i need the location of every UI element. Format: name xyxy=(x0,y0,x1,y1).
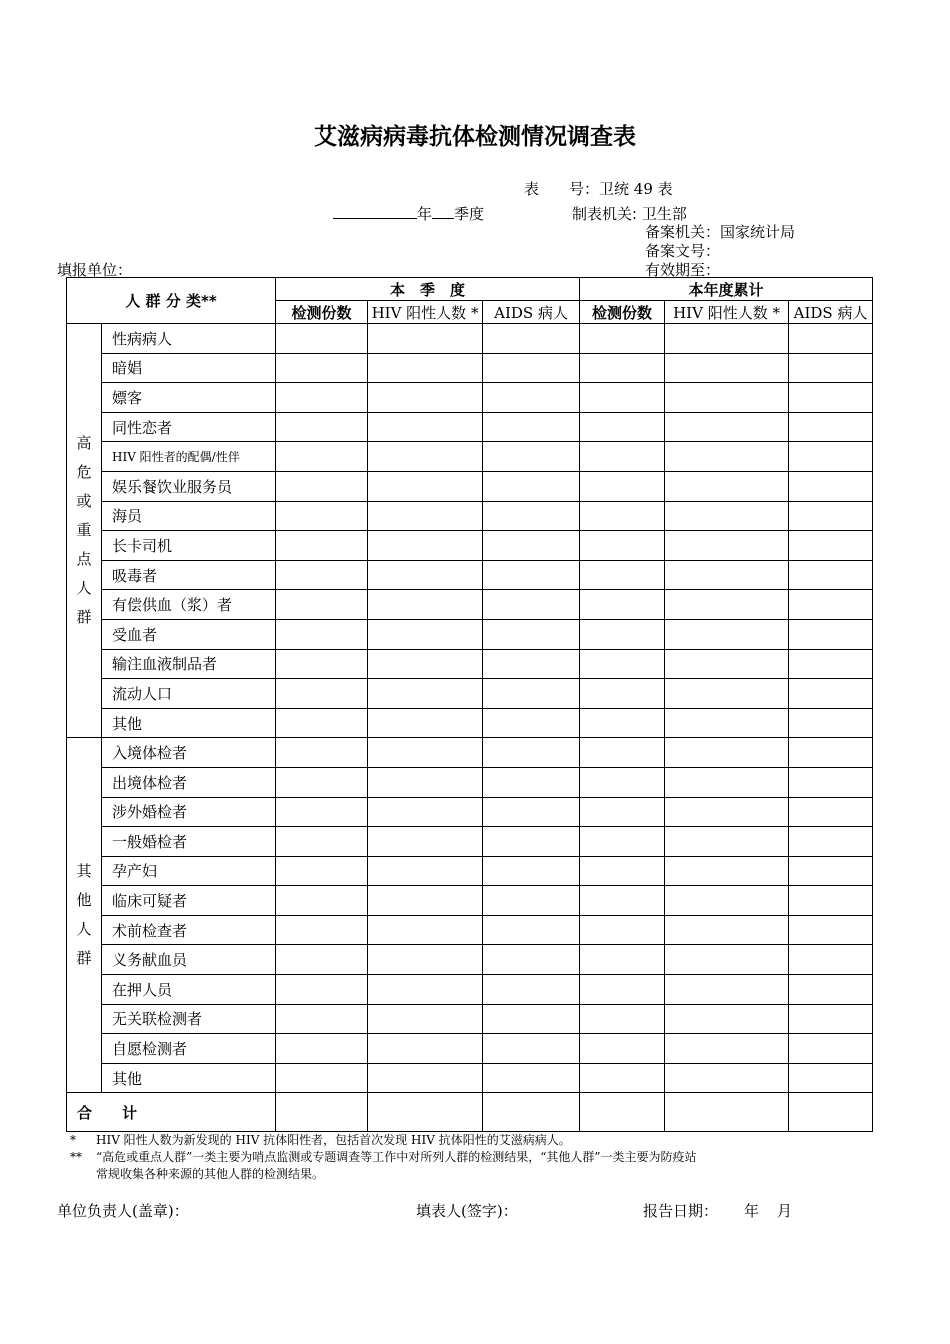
data-cell[interactable] xyxy=(483,738,580,768)
data-cell[interactable] xyxy=(580,619,665,649)
data-cell[interactable] xyxy=(665,827,789,857)
row-label: 入境体检者 xyxy=(102,738,276,768)
data-cell[interactable] xyxy=(368,827,483,857)
row-label: 在押人员 xyxy=(102,975,276,1005)
table-row xyxy=(67,679,873,709)
table-row xyxy=(67,324,873,354)
data-cell[interactable] xyxy=(665,590,789,620)
data-cell[interactable] xyxy=(580,590,665,620)
data-cell[interactable] xyxy=(368,975,483,1005)
data-cell[interactable] xyxy=(789,827,873,857)
data-cell[interactable] xyxy=(483,915,580,945)
data-cell[interactable] xyxy=(665,412,789,442)
data-cell[interactable] xyxy=(368,590,483,620)
group-label-other-char: 人 xyxy=(76,920,92,939)
table-row xyxy=(67,945,873,975)
data-cell[interactable] xyxy=(789,975,873,1005)
table-row xyxy=(67,856,873,886)
data-cell[interactable] xyxy=(665,708,789,738)
form-number xyxy=(524,178,673,199)
table-row xyxy=(67,442,873,472)
data-cell[interactable] xyxy=(483,501,580,531)
row-label: 海员 xyxy=(102,501,276,531)
row-label: 临床可疑者 xyxy=(102,886,276,916)
total-cell[interactable] xyxy=(789,1093,873,1132)
data-cell[interactable] xyxy=(276,856,368,886)
data-cell[interactable] xyxy=(789,412,873,442)
table-row xyxy=(67,886,873,916)
data-cell[interactable] xyxy=(665,1004,789,1034)
data-cell[interactable] xyxy=(368,383,483,413)
data-cell[interactable] xyxy=(368,471,483,501)
data-cell[interactable] xyxy=(580,1063,665,1093)
row-label: 其他 xyxy=(102,708,276,738)
data-cell[interactable] xyxy=(368,945,483,975)
sub-header-test-count: 检测份数 xyxy=(276,301,368,324)
data-cell[interactable] xyxy=(789,856,873,886)
data-cell[interactable] xyxy=(276,442,368,472)
data-cell[interactable] xyxy=(665,383,789,413)
table-row xyxy=(67,383,873,413)
table-row xyxy=(67,1034,873,1064)
data-cell[interactable] xyxy=(276,945,368,975)
row-label: 其他 xyxy=(102,1063,276,1093)
data-cell[interactable] xyxy=(483,1034,580,1064)
report-date-field xyxy=(643,1200,792,1221)
data-cell[interactable] xyxy=(665,619,789,649)
data-cell[interactable] xyxy=(580,383,665,413)
data-cell[interactable] xyxy=(276,619,368,649)
data-cell[interactable] xyxy=(483,383,580,413)
form-number-value: 卫统 49 表 xyxy=(599,180,673,198)
data-cell[interactable] xyxy=(580,856,665,886)
data-cell[interactable] xyxy=(483,708,580,738)
data-cell[interactable] xyxy=(580,531,665,561)
data-cell[interactable] xyxy=(789,915,873,945)
data-cell[interactable] xyxy=(665,886,789,916)
row-label: 出境体检者 xyxy=(102,767,276,797)
data-cell[interactable] xyxy=(368,797,483,827)
row-label: 娱乐餐饮业服务员 xyxy=(102,471,276,501)
data-cell[interactable] xyxy=(665,1063,789,1093)
data-cell[interactable] xyxy=(665,738,789,768)
data-cell[interactable] xyxy=(665,560,789,590)
note-2-text: “高危或重点人群”一类主要为哨点监测或专题调查等工作中对所列人群的检测结果，“其他人群”一类主要为防疫站 xyxy=(96,1150,697,1164)
table-row xyxy=(67,471,873,501)
total-cell[interactable] xyxy=(483,1093,580,1132)
data-cell[interactable] xyxy=(483,945,580,975)
data-cell[interactable] xyxy=(368,1004,483,1034)
header-row-1 xyxy=(67,278,873,301)
data-cell[interactable] xyxy=(665,856,789,886)
data-cell[interactable] xyxy=(276,383,368,413)
unit-head-field: 单位负责人(盖章)： xyxy=(57,1202,189,1220)
table-row xyxy=(67,412,873,442)
data-cell[interactable] xyxy=(789,353,873,383)
sub-header-hiv-positive: HIV 阳性人数 * xyxy=(368,301,483,324)
table-row xyxy=(67,590,873,620)
data-cell[interactable] xyxy=(789,738,873,768)
data-cell[interactable] xyxy=(580,1004,665,1034)
table-row xyxy=(67,531,873,561)
row-label: 术前检查者 xyxy=(102,915,276,945)
filing-number: 备案文号： xyxy=(645,242,721,260)
row-label: 一般婚检者 xyxy=(102,827,276,857)
group-label-high-risk-char: 人 xyxy=(76,579,92,598)
data-cell[interactable] xyxy=(665,471,789,501)
data-cell[interactable] xyxy=(276,975,368,1005)
table-row xyxy=(67,708,873,738)
data-cell[interactable] xyxy=(580,501,665,531)
period-line xyxy=(333,203,484,224)
data-cell[interactable] xyxy=(368,501,483,531)
data-cell[interactable] xyxy=(789,945,873,975)
data-cell[interactable] xyxy=(580,412,665,442)
quarter-header: 本 季 度 xyxy=(276,278,580,301)
data-cell[interactable] xyxy=(483,649,580,679)
sub-header-hiv-positive-annual: HIV 阳性人数 * xyxy=(665,301,789,324)
total-label: 合 计 xyxy=(67,1093,276,1132)
report-date-year: 年 xyxy=(744,1202,760,1220)
group-label-other-char: 群 xyxy=(76,949,92,968)
row-label: 长卡司机 xyxy=(102,531,276,561)
form-number-label: 表 号： xyxy=(524,180,600,198)
data-cell[interactable] xyxy=(665,531,789,561)
annual-header: 本年度累计 xyxy=(580,278,873,301)
year-blank xyxy=(333,204,417,219)
group-label-high-risk-char: 危 xyxy=(76,463,92,482)
data-cell[interactable] xyxy=(368,886,483,916)
data-cell[interactable] xyxy=(276,767,368,797)
table-row xyxy=(67,1004,873,1034)
data-cell[interactable] xyxy=(665,767,789,797)
row-label: 自愿检测者 xyxy=(102,1034,276,1064)
note-2 xyxy=(70,1148,697,1165)
data-cell[interactable] xyxy=(789,767,873,797)
table-row xyxy=(67,649,873,679)
table-row xyxy=(67,1063,873,1093)
data-cell[interactable] xyxy=(276,590,368,620)
filler-field: 填表人(签字)： xyxy=(416,1202,518,1220)
data-cell[interactable] xyxy=(789,531,873,561)
row-label: HIV 阳性者的配偶/性伴 xyxy=(102,442,276,472)
data-cell[interactable] xyxy=(276,649,368,679)
data-cell[interactable] xyxy=(483,856,580,886)
data-cell[interactable] xyxy=(665,353,789,383)
table-row xyxy=(67,975,873,1005)
group-label-other-char: 其 xyxy=(76,862,92,881)
issuer-value: 卫生部 xyxy=(641,205,687,223)
data-cell[interactable] xyxy=(276,1004,368,1034)
data-cell[interactable] xyxy=(368,679,483,709)
row-label: 涉外婚检者 xyxy=(102,797,276,827)
data-cell[interactable] xyxy=(276,501,368,531)
valid-until: 有效期至： xyxy=(645,261,721,279)
row-label: 流动人口 xyxy=(102,679,276,709)
data-cell[interactable] xyxy=(483,560,580,590)
data-cell[interactable] xyxy=(789,649,873,679)
data-cell[interactable] xyxy=(580,797,665,827)
table-row xyxy=(67,738,873,768)
total-cell[interactable] xyxy=(580,1093,665,1132)
table-body xyxy=(67,278,873,1132)
group-label-high-risk-char: 重 xyxy=(76,521,92,540)
data-cell[interactable] xyxy=(276,915,368,945)
data-cell[interactable] xyxy=(276,353,368,383)
group-label-high-risk-char: 群 xyxy=(76,608,92,627)
data-cell[interactable] xyxy=(368,412,483,442)
total-cell[interactable] xyxy=(276,1093,368,1132)
data-cell[interactable] xyxy=(580,324,665,354)
data-cell[interactable] xyxy=(276,886,368,916)
data-cell[interactable] xyxy=(580,471,665,501)
note-1 xyxy=(70,1131,571,1148)
data-cell[interactable] xyxy=(580,886,665,916)
data-cell[interactable] xyxy=(789,708,873,738)
data-cell[interactable] xyxy=(789,560,873,590)
data-cell[interactable] xyxy=(789,619,873,649)
data-cell[interactable] xyxy=(789,590,873,620)
report-date-month: 月 xyxy=(777,1202,793,1220)
issuer-label: 制表机关: xyxy=(572,205,638,223)
data-cell[interactable] xyxy=(789,471,873,501)
total-cell[interactable] xyxy=(665,1093,789,1132)
table-row xyxy=(67,501,873,531)
data-cell[interactable] xyxy=(789,383,873,413)
data-cell[interactable] xyxy=(483,797,580,827)
data-cell[interactable] xyxy=(368,619,483,649)
filing-org: 备案机关：国家统计局 xyxy=(645,223,796,241)
data-cell[interactable] xyxy=(665,975,789,1005)
data-cell[interactable] xyxy=(368,856,483,886)
group-label-high-risk-char: 点 xyxy=(76,550,92,569)
data-cell[interactable] xyxy=(789,1004,873,1034)
data-cell[interactable] xyxy=(580,767,665,797)
survey-table xyxy=(66,277,873,1132)
data-cell[interactable] xyxy=(483,442,580,472)
row-label: 同性恋者 xyxy=(102,412,276,442)
data-cell[interactable] xyxy=(665,649,789,679)
data-cell[interactable] xyxy=(276,797,368,827)
data-cell[interactable] xyxy=(483,1004,580,1034)
data-cell[interactable] xyxy=(483,767,580,797)
group-header: 人 群 分 类** xyxy=(67,278,276,324)
table-row xyxy=(67,827,873,857)
data-cell[interactable] xyxy=(580,738,665,768)
total-cell[interactable] xyxy=(368,1093,483,1132)
quarter-blank xyxy=(432,204,454,219)
table-row xyxy=(67,915,873,945)
row-label: 孕产妇 xyxy=(102,856,276,886)
data-cell[interactable] xyxy=(789,501,873,531)
data-cell[interactable] xyxy=(580,442,665,472)
data-cell[interactable] xyxy=(580,679,665,709)
data-cell[interactable] xyxy=(276,708,368,738)
data-cell[interactable] xyxy=(368,442,483,472)
data-cell[interactable] xyxy=(276,1063,368,1093)
data-cell[interactable] xyxy=(483,679,580,709)
data-cell[interactable] xyxy=(276,738,368,768)
year-label: 年 xyxy=(417,205,433,223)
data-cell[interactable] xyxy=(789,1034,873,1064)
report-date-label: 报告日期： xyxy=(643,1202,719,1220)
data-cell[interactable] xyxy=(483,975,580,1005)
data-cell[interactable] xyxy=(483,353,580,383)
data-cell[interactable] xyxy=(580,560,665,590)
data-cell[interactable] xyxy=(665,797,789,827)
data-cell[interactable] xyxy=(580,827,665,857)
group-label-other xyxy=(67,738,102,1093)
group-label-high-risk xyxy=(67,324,102,738)
sub-header-aids-annual: AIDS 病人 xyxy=(789,301,873,324)
data-cell[interactable] xyxy=(368,738,483,768)
data-cell[interactable] xyxy=(789,679,873,709)
data-cell[interactable] xyxy=(483,827,580,857)
data-cell[interactable] xyxy=(368,531,483,561)
data-cell[interactable] xyxy=(368,767,483,797)
row-label: 性病病人 xyxy=(102,324,276,354)
data-cell[interactable] xyxy=(483,412,580,442)
group-label-other-char: 他 xyxy=(76,891,92,910)
data-cell[interactable] xyxy=(580,1034,665,1064)
sub-header-aids: AIDS 病人 xyxy=(483,301,580,324)
data-cell[interactable] xyxy=(789,886,873,916)
row-label: 受血者 xyxy=(102,619,276,649)
data-cell[interactable] xyxy=(483,590,580,620)
table-row xyxy=(67,560,873,590)
data-cell[interactable] xyxy=(276,324,368,354)
data-cell[interactable] xyxy=(665,324,789,354)
data-cell[interactable] xyxy=(368,649,483,679)
total-row xyxy=(67,1093,873,1132)
data-cell[interactable] xyxy=(483,324,580,354)
row-label: 吸毒者 xyxy=(102,560,276,590)
note-2-cont: 常规收集各种来源的其他人群的检测结果。 xyxy=(96,1167,325,1181)
table-row xyxy=(67,619,873,649)
data-cell[interactable] xyxy=(789,797,873,827)
quarter-label: 季度 xyxy=(454,205,485,223)
data-cell[interactable] xyxy=(580,353,665,383)
reporting-unit: 填报单位： xyxy=(57,261,133,279)
data-cell[interactable] xyxy=(368,915,483,945)
sub-header-test-count-annual: 检测份数 xyxy=(580,301,665,324)
data-cell[interactable] xyxy=(665,679,789,709)
data-cell[interactable] xyxy=(665,915,789,945)
data-cell[interactable] xyxy=(368,1034,483,1064)
data-cell[interactable] xyxy=(789,1063,873,1093)
data-cell[interactable] xyxy=(276,531,368,561)
row-label: 输注血液制品者 xyxy=(102,649,276,679)
data-cell[interactable] xyxy=(483,886,580,916)
row-label: 暗娼 xyxy=(102,353,276,383)
data-cell[interactable] xyxy=(276,560,368,590)
data-cell[interactable] xyxy=(483,619,580,649)
data-cell[interactable] xyxy=(580,649,665,679)
data-cell[interactable] xyxy=(483,471,580,501)
note-1-mark: * xyxy=(70,1133,76,1147)
data-cell[interactable] xyxy=(665,945,789,975)
data-cell[interactable] xyxy=(368,353,483,383)
table-row xyxy=(67,353,873,383)
group-label-high-risk-char: 高 xyxy=(76,434,92,453)
page-title: 艾滋病病毒抗体检测情况调查表 xyxy=(314,124,636,150)
data-cell[interactable] xyxy=(276,679,368,709)
data-cell[interactable] xyxy=(368,560,483,590)
data-cell[interactable] xyxy=(580,945,665,975)
data-cell[interactable] xyxy=(580,975,665,1005)
table-row xyxy=(67,767,873,797)
data-cell[interactable] xyxy=(665,442,789,472)
data-cell[interactable] xyxy=(276,471,368,501)
data-cell[interactable] xyxy=(368,1063,483,1093)
note-1-text: HIV 阳性人数为新发现的 HIV 抗体阳性者，包括首次发现 HIV 抗体阳性的艾滋病病人。 xyxy=(96,1133,571,1147)
row-label: 有偿供血（浆）者 xyxy=(102,590,276,620)
data-cell[interactable] xyxy=(276,827,368,857)
data-cell[interactable] xyxy=(276,412,368,442)
data-cell[interactable] xyxy=(789,324,873,354)
data-cell[interactable] xyxy=(276,1034,368,1064)
table-row xyxy=(67,797,873,827)
data-cell[interactable] xyxy=(368,324,483,354)
group-label-high-risk-char: 或 xyxy=(76,492,92,511)
row-label: 嫖客 xyxy=(102,383,276,413)
row-label: 义务献血员 xyxy=(102,945,276,975)
data-cell[interactable] xyxy=(483,531,580,561)
row-label: 无关联检测者 xyxy=(102,1004,276,1034)
data-cell[interactable] xyxy=(580,708,665,738)
note-2-mark: ** xyxy=(70,1150,82,1164)
data-cell[interactable] xyxy=(665,501,789,531)
data-cell[interactable] xyxy=(789,442,873,472)
data-cell[interactable] xyxy=(665,1034,789,1064)
data-cell[interactable] xyxy=(483,1063,580,1093)
data-cell[interactable] xyxy=(368,708,483,738)
data-cell[interactable] xyxy=(580,915,665,945)
